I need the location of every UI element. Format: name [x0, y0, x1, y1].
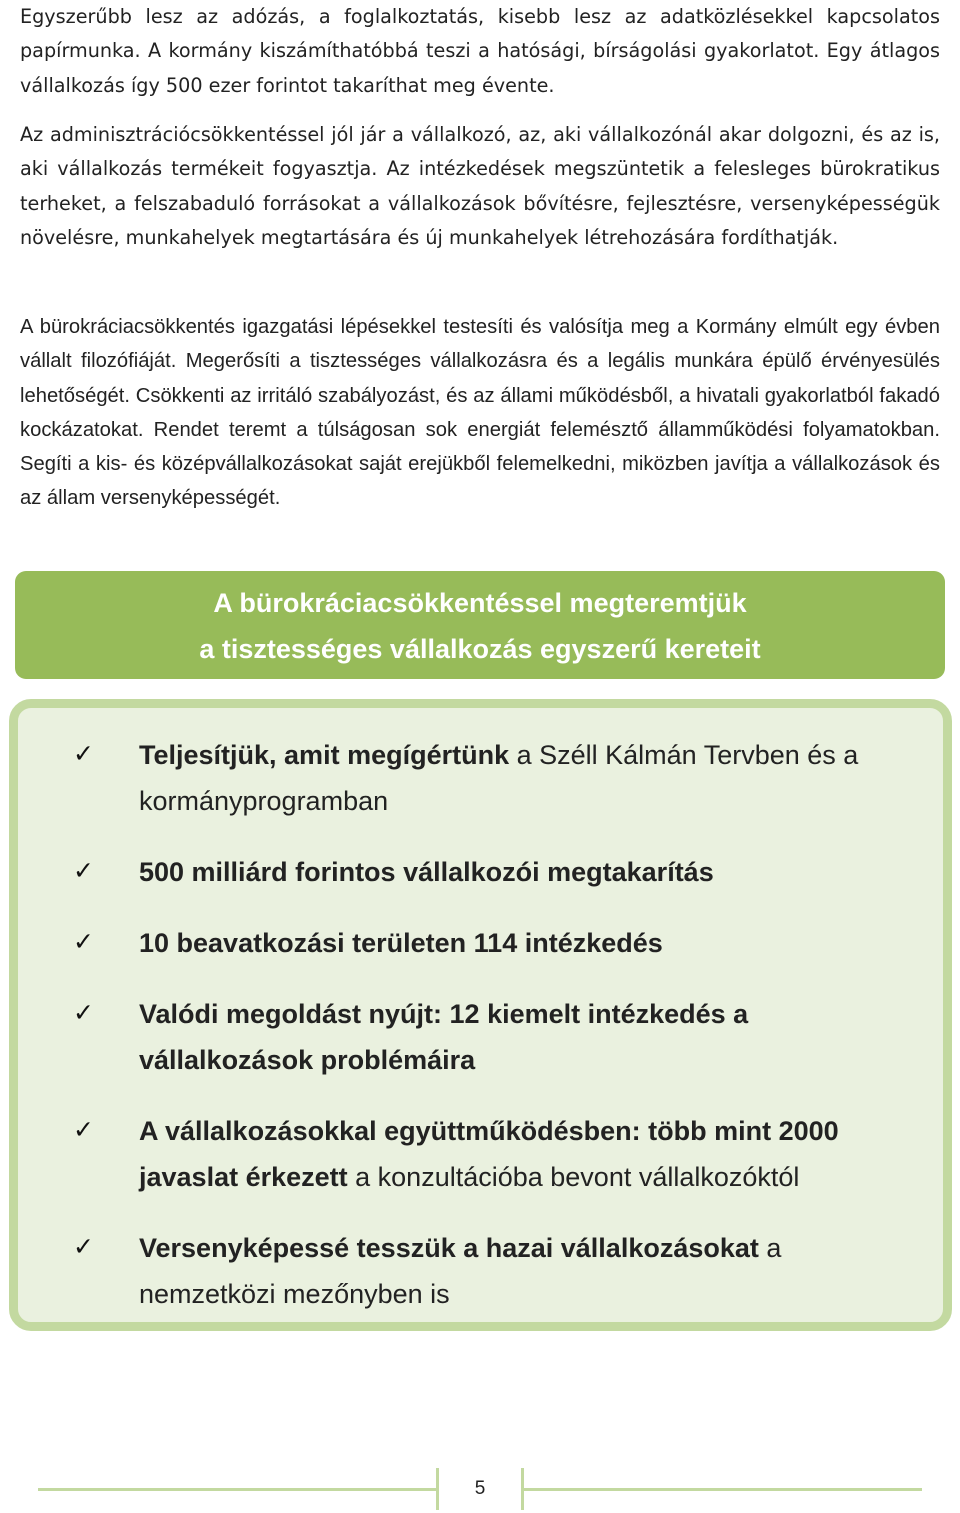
page-number: 5: [436, 1468, 524, 1510]
item-bold-text: 10 beavatkozási területen 114 intézkedés: [139, 928, 663, 958]
footer-rule-left: [38, 1488, 436, 1491]
item-text: a nemzetközi mezőnyben is: [139, 1233, 782, 1309]
checkmark-icon: ✓: [73, 856, 94, 885]
headline-banner: [15, 571, 945, 679]
benefits-paragraph: Az adminisztrációcsökkentéssel jól jár a vállalkozó, az, aki vállalkozónál akar dolgozni, és az is, aki vállalkozás termékeit fogyasztja. Az intézkedések megszüntetik a felesleges bürokratikus terheket, a felszabaduló forrásokat a vállalkozások bővítésre, fejlesztésre, versenyképességük növelésre, munkahelyek megtartására és új munkahelyek létrehozására fordíthatják.: [20, 123, 940, 249]
item-bold-text: A vállalkozásokkal együttműködésben: több mint 2000 javaslat érkezett: [139, 1116, 839, 1192]
checkmark-icon: ✓: [73, 998, 94, 1027]
checkmark-icon: ✓: [73, 739, 94, 768]
item-text: a konzultációba bevont vállalkozóktól: [347, 1162, 800, 1192]
checkmark-icon: ✓: [73, 1232, 94, 1261]
checklist-box: [9, 699, 952, 1331]
intro-paragraph: Egyszerűbb lesz az adózás, a foglalkoztatás, kisebb lesz az adatközlésekkel kapcsolatos papírmunka. A kormány kiszámíthatóbbá teszi a hatósági, bírságolási gyakorlatot. Egy átlagos vállalkozás így 500 ezer forintot takaríthat meg évente.: [20, 5, 940, 97]
item-text: a Széll Kálmán Tervben és a kormányprogramban: [139, 740, 859, 816]
item-bold-text: 500 milliárd forintos vállalkozói megtakarítás: [139, 857, 714, 887]
item-bold-text: Teljesítjük, amit megígértünk: [139, 740, 510, 770]
item-bold-text: Valódi megoldást nyújt: 12 kiemelt intézkedés a vállalkozások problémáira: [139, 999, 749, 1075]
philosophy-paragraph: A bürokráciacsökkentés igazgatási lépésekkel testesíti és valósítja meg a Kormány elmúlt egy évben vállalt filozófiáját. Megerősíti a tisztességes vállalkozásra és a legális munkára épülő érvényesülés lehetőségét. Csökkenti az irritáló szabályozást, és az állami működésből, a hivatali gyakorlatból fakadó kockázatokat. Rendet teremt a túlságosan sok energiát felemésztő államműködési folyamatokban. Segíti a kis- és középvállalkozásokat saját erejükből felemelkedni, miközben javítja a vállalkozások és az állam versenyképességét.: [20, 316, 940, 510]
banner-line-1: A bürokráciacsökkentéssel megteremtjük: [213, 588, 747, 618]
banner-line-2: a tisztességes vállalkozás egyszerű kereteit: [199, 634, 761, 664]
checkmark-icon: ✓: [73, 1115, 94, 1144]
footer-rule-right: [524, 1488, 922, 1491]
item-bold-text: Versenyképessé tesszük a hazai vállalkozásokat: [139, 1233, 759, 1263]
checkmark-icon: ✓: [73, 927, 94, 956]
